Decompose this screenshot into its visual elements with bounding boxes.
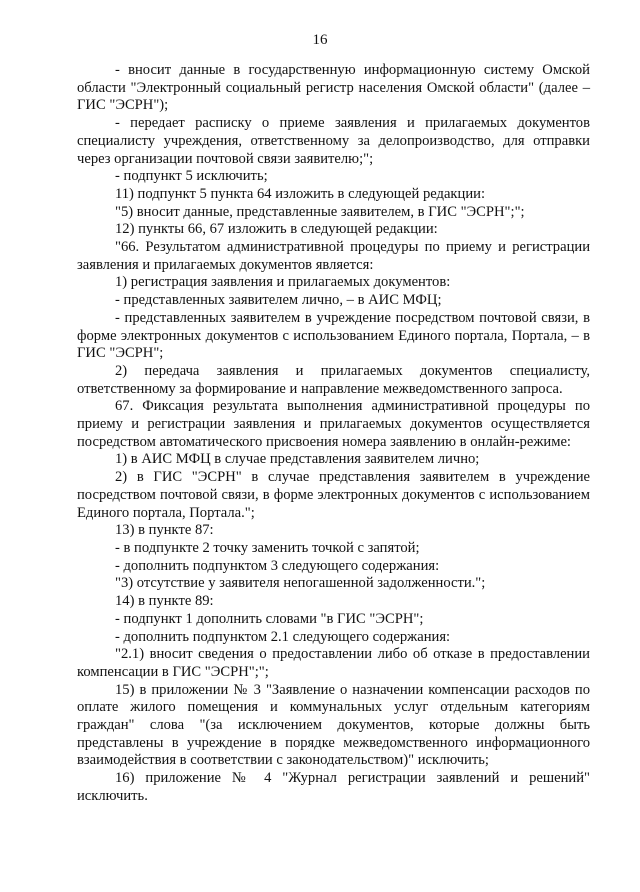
paragraph: 13) в пункте 87: (115, 522, 214, 539)
paragraph: "2.1) вносит сведения о предоставлении либо об отказе в предоставлении компенсации в ГИС "ЭСРН";"; (77, 646, 590, 680)
paragraph: 2) передача заявления и прилагаемых документов специалисту, ответственному за формирование и направление межведомственного запроса. (77, 362, 590, 397)
paragraph: - дополнить подпунктом 3 следующего содержания: (115, 557, 440, 574)
paragraph: 16) приложение № 4 "Журнал регистрации заявлений и решений" исключить. (77, 770, 590, 804)
paragraph: - представленных заявителем лично, – в АИС МФЦ; (115, 292, 442, 309)
paragraph: 2) в ГИС "ЭСРН" в случае представления заявителем в учреждение посредством почтовой связи, в форме электронных документов с использованием Единого портала, Портала."; (77, 469, 590, 521)
paragraph: - подпункт 5 исключить; (115, 168, 268, 185)
paragraph: - подпункт 1 дополнить словами "в ГИС "ЭСРН"; (115, 610, 424, 627)
paragraph: "5) вносит данные, представленные заявителем, в ГИС "ЭСРН";"; (115, 203, 525, 220)
paragraph: 15) в приложении № 3 "Заявление о назначении компенсации расходов по оплате жилого помещения и коммунальных услуг отдельным категориям граждан" слова "(за исключением документов, которые должны быть представлены в учреждение в порядке межведомственного информационного взаимодействия в соответствии с законодательством)" исключить; (77, 681, 590, 769)
paragraph: - в подпункте 2 точку заменить точкой с запятой; (115, 539, 420, 556)
document-body (77, 62, 590, 806)
paragraph: 1) регистрация заявления и прилагаемых документов: (115, 274, 451, 291)
paragraph: - вносит данные в государственную информационную систему Омской области "Электронный социальный регистр населения Омской области" (далее – ГИС "ЭСРН"); (77, 62, 590, 114)
paragraph: 11) подпункт 5 пункта 64 изложить в следующей редакции: (115, 185, 486, 202)
paragraph: "3) отсутствие у заявителя непогашенной задолженности."; (115, 575, 486, 592)
page-number: 16 (312, 32, 328, 48)
paragraph: 14) в пункте 89: (115, 593, 214, 610)
paragraph: - дополнить подпунктом 2.1 следующего содержания: (115, 628, 451, 645)
paragraph: - представленных заявителем в учреждение посредством почтовой связи, в форме электронных документов с использованием Единого портала, Портала, – в ГИС "ЭСРН"; (77, 309, 590, 362)
paragraph: "66. Результатом административной процедуры по приему и регистрации заявления и прилагаемых документов является: (77, 239, 590, 273)
paragraph: - передает расписку о приеме заявления и прилагаемых документов специалисту учреждения, ответственному за делопроизводство, для отправки через организации почтовой связи заявителю;"; (77, 115, 590, 167)
paragraph: 12) пункты 66, 67 изложить в следующей редакции: (115, 221, 438, 238)
paragraph: 67. Фиксация результата выполнения административной процедуры по приему и регистрации заявления и прилагаемых документов осуществляется посредством автоматического присвоения номера заявлению в онлайн-режиме: (77, 398, 590, 450)
paragraph: 1) в АИС МФЦ в случае представления заявителем лично; (115, 451, 480, 468)
